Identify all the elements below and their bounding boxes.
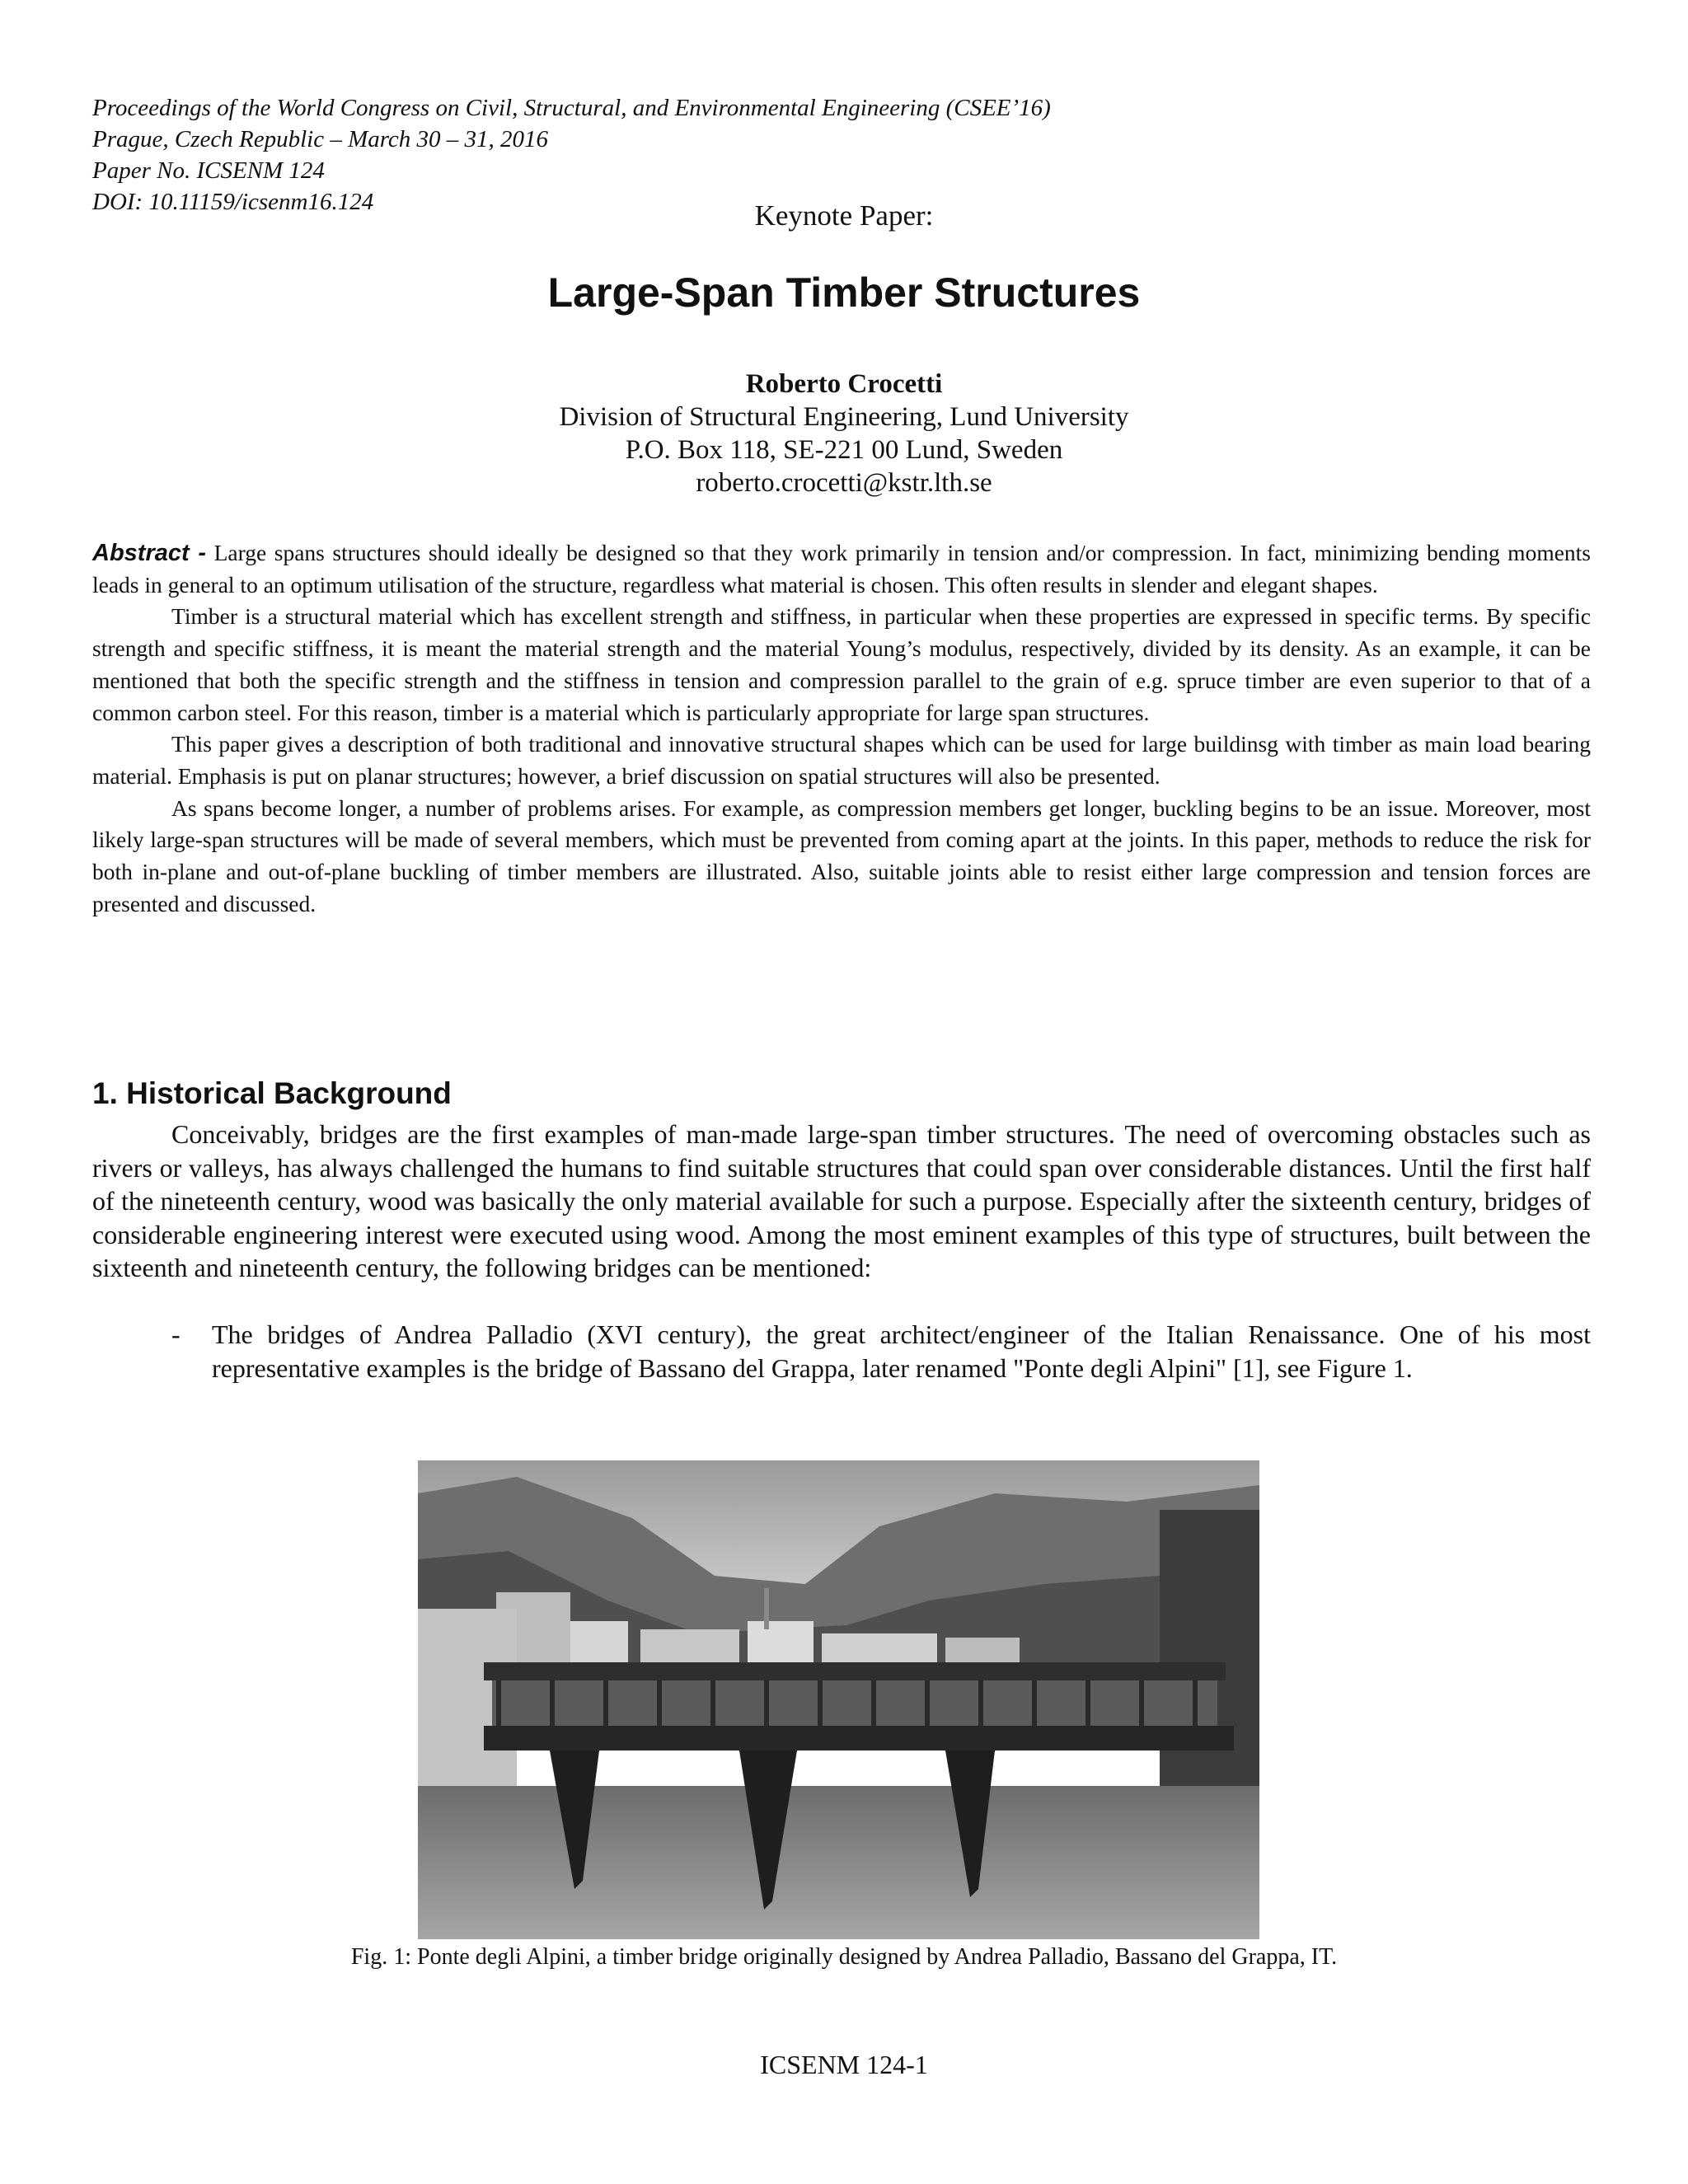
abstract-text: Large spans structures should ideally be designed so that they work primarily in tension and/or compression. In fact, minimizing bending moments leads in general to an optimum utilisation of the structure, regardless what material is chosen. This often results in slender and elegant shapes. <box>92 540 1592 598</box>
author-affiliation: Division of Structural Engineering, Lund University <box>559 402 1129 432</box>
abstract-label: Abstract - <box>92 540 207 566</box>
list-item-text: The bridges of Andrea Palladio (XVI century), the great architect/engineer of the Italian Renaissance. One of his most representative examples is the bridge of Bassano del Grappa, later renamed "Ponte degli Alpini" [1], see Figure 1. <box>212 1319 1591 1383</box>
river <box>418 1786 1259 1939</box>
proceedings-line: Paper No. ICSENM 124 <box>92 157 325 184</box>
section-body <box>92 1118 1591 1285</box>
body-paragraph: Conceivably, bridges are the first examples of man-made large-span timber structures. The need of overcoming obstacles such as rivers or valleys, has always challenged the humans to find suitable structures that could span over considerable distances. Until the first half of the nineteenth century, wood was basically the only material available for such a purpose. Especially after the sixteenth century, bridges of considerable engineering interest were executed using wood. Among the most eminent examples of this type of structures, built between the sixteenth and nineteenth century, the following bridges can be mentioned: <box>92 1119 1591 1282</box>
figure-caption: Fig. 1: Ponte degli Alpini, a timber bridge originally designed by Andrea Palladio, Bassano del Grappa, IT. <box>350 1944 1338 1970</box>
author-block <box>0 368 1688 499</box>
author-address: P.O. Box 118, SE-221 00 Lund, Sweden <box>625 435 1063 465</box>
abstract-paragraph: As spans become longer, a number of problems arises. For example, as compression members get longer, buckling begins to be an issue. Moreover, most likely large-span structures will be made of several members, which must be prevented from coming apart at the joints. In this paper, methods to reduce the risk for both in-plane and out-of-plane buckling of timber members are illustrated. Also, suitable joints able to resist either large compression and tension forces are presented and discussed. <box>92 794 1591 916</box>
author-email: roberto.crocetti@kstr.lth.se <box>696 468 992 498</box>
abstract <box>92 537 1591 920</box>
keynote-label: Keynote Paper: <box>754 199 934 232</box>
section-heading: 1. Historical Background <box>92 1076 452 1110</box>
bullet-marker: - <box>171 1319 181 1349</box>
list-item <box>92 1318 1591 1385</box>
figure-bridge-photo <box>418 1460 1259 1939</box>
bridge-photo <box>418 1460 1259 1939</box>
proceedings-line: Proceedings of the World Congress on Civil, Structural, and Environmental Engineering (CSEE’16) <box>92 95 1051 121</box>
abstract-paragraph <box>92 537 1591 601</box>
proceedings-line: Prague, Czech Republic – March 30 – 31, 2016 <box>92 126 549 152</box>
abstract-paragraph: Timber is a structural material which has excellent strength and stiffness, in particular when these properties are expressed in specific terms. By specific strength and specific stiffness, it is meant the material strength and the material Young’s modulus, respectively, divided by its density. As an example, it can be mentioned that both the specific strength and the stiffness in tension and compression parallel to the grain of e.g. spruce timber are even superior to that of a common carbon steel. For this reason, timber is a material which is particularly appropriate for large span structures. <box>92 603 1591 725</box>
paper-title: Large-Span Timber Structures <box>547 269 1141 316</box>
abstract-paragraph: This paper gives a description of both traditional and innovative structural shapes which can be used for large buildinsg with timber as main load bearing material. Emphasis is put on planar structures; however, a brief discussion on spatial structures will also be presented. <box>92 731 1591 789</box>
page-footer: ICSENM 124-1 <box>760 2050 928 2079</box>
proceedings-line: DOI: 10.11159/icsenm16.124 <box>92 189 374 215</box>
author-name: Roberto Crocetti <box>745 369 943 399</box>
